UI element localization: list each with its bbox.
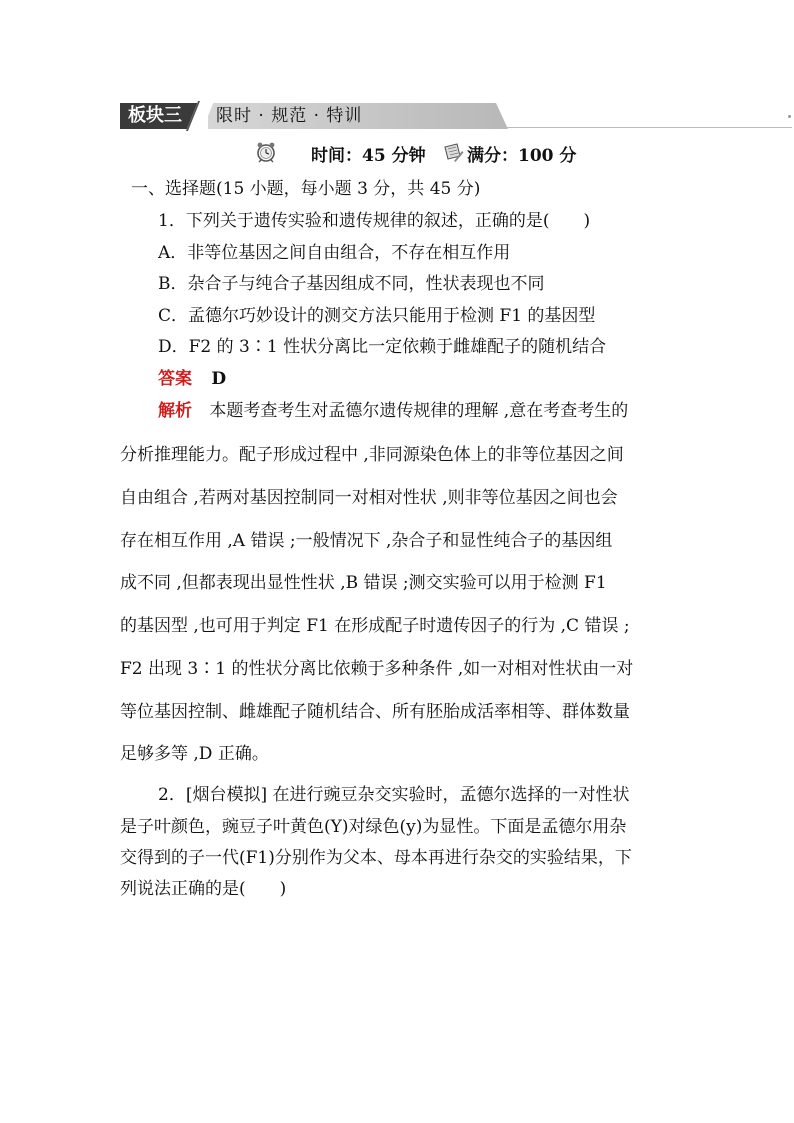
analysis-line-5: 成不同 ,但都表现出显性性状 ,B 错误 ;测交实验可以用于检测 F1: [120, 573, 607, 593]
question-2-line-4: 列说法正确的是( ): [120, 879, 287, 899]
option-c: C．孟德尔巧妙设计的测交方法只能用于检测 F1 的基因型: [158, 306, 596, 326]
analysis-line-7: F2 出现 3∶1 的性状分离比依赖于多种条件 ,如一对相对性状由一对: [120, 659, 634, 679]
analysis-line-3: 自由组合 ,若两对基因控制同一对相对性状 ,则非等位基因之间也会: [120, 488, 618, 508]
answer-row: [158, 364, 226, 389]
section-title: 限时 · 规范 · 特训: [216, 106, 363, 126]
analysis-label: 解析: [158, 401, 192, 421]
question-2-line-1: 2．[烟台模拟] 在进行豌豆杂交实验时，孟德尔选择的一对性状: [158, 785, 630, 805]
analysis-text: 本题考查考生对孟德尔遗传规律的理解 ,意在考查考生的: [209, 401, 629, 421]
section-heading: 一、选择题(15 小题，每小题 3 分，共 45 分): [131, 179, 481, 199]
section-label: 板块三: [120, 103, 198, 129]
question-2-line-3: 交得到的子一代(F1)分别作为父本、母本再进行杂交的实验结果，下: [120, 848, 632, 868]
analysis-line-4: 存在相互作用 ,A 错误 ;一般情况下 ,杂合子和显性纯合子的基因组: [120, 531, 613, 551]
option-d: D．F2 的 3∶1 性状分离比一定依赖于雌雄配子的随机结合: [158, 337, 607, 357]
answer-value: D: [211, 369, 227, 389]
section-banner: [120, 103, 680, 129]
analysis-line-2: 分析推理能力。配子形成过程中 ,非同源染色体上的非等位基因之间: [120, 445, 624, 465]
analysis-line-8: 等位基因控制、雌雄配子随机结合、所有胚胎成活率相等、群体数量: [120, 702, 630, 722]
analysis-line-6: 的基因型 ,也可用于判定 F1 在形成配子时遗传因子的行为 ,C 错误 ;: [120, 616, 630, 636]
analysis-line-1: [158, 396, 628, 421]
answer-label: 答案: [158, 369, 192, 389]
pencil-paper-icon: [442, 141, 464, 163]
full-score: 满分：100 分: [467, 146, 577, 166]
option-a: A．非等位基因之间自由组合，不存在相互作用: [158, 243, 511, 263]
time-limit: 时间：45 分钟: [311, 146, 426, 166]
question-1-stem: 1．下列关于遗传实验和遗传规律的叙述，正确的是( ): [158, 211, 591, 231]
question-2-line-2: 是子叶颜色，豌豆子叶黄色(Y)对绿色(y)为显性。下面是孟德尔用杂: [120, 817, 627, 837]
alarm-clock-icon: [255, 141, 277, 163]
banner-dot: [788, 115, 791, 118]
analysis-line-9: 足够多等 ,D 正确。: [120, 744, 269, 764]
option-b: B．杂合子与纯合子基因组成不同，性状表现也不同: [158, 274, 545, 294]
banner-rule: [500, 127, 792, 128]
